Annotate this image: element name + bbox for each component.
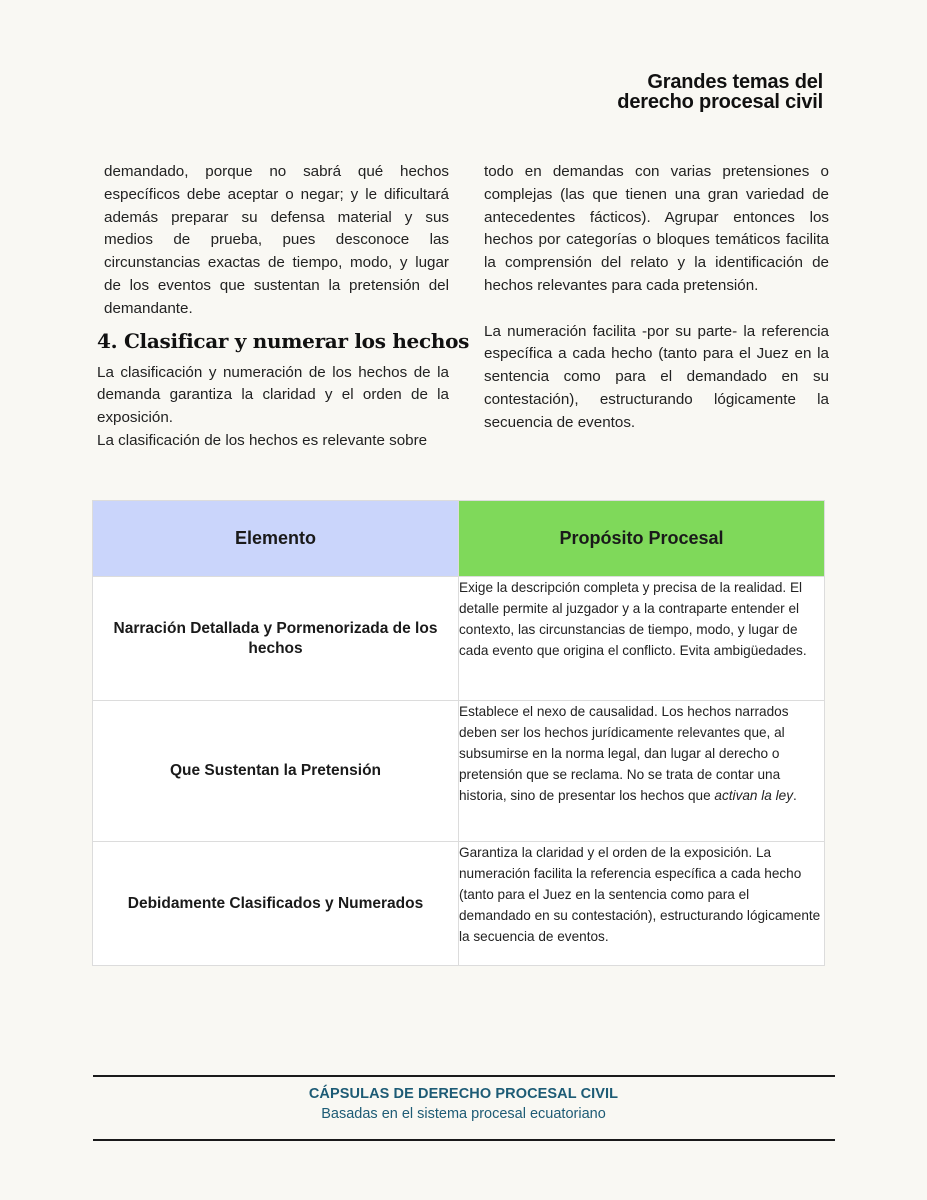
left-body xyxy=(97,362,449,453)
row-proposito xyxy=(459,701,825,842)
row-proposito-text: Establece el nexo de causalidad. Los hechos narrados deben ser los hechos jurídicamente relevantes que, al subsumirse en la norma legal, dan lugar al derecho o pretensión que se reclama. No se trata de contar una historia, sino de presentar los hechos que xyxy=(459,704,789,803)
left-paragraph-2: La clasificación y numeración de los hechos de la demanda garantiza la claridad y el orden de la exposición. xyxy=(97,363,449,427)
header-line-1: Grandes temas del xyxy=(647,71,823,93)
right-paragraph-2: La numeración facilita -por su parte- la referencia específica a cada hecho (tanto para el Juez en la sentencia como para el demandado en su contestación), estructurando lógicamente la secuencia de eventos. xyxy=(484,322,829,431)
left-column xyxy=(97,161,470,453)
left-paragraph-1: demandado, porque no sabrá qué hechos específicos debe aceptar o negar; y le dificultará además preparar su defensa material y sus medios de prueba, pues desconoce las circunstancias exactas de tiempo, modo, y lugar de los eventos que sustentan la pretensión del demandante. xyxy=(104,163,449,317)
right-column xyxy=(484,161,829,435)
table-row xyxy=(93,701,825,842)
table-row xyxy=(93,842,825,966)
row-proposito-italic: activan la ley xyxy=(714,788,794,803)
page-header-title xyxy=(503,72,823,112)
row-proposito: Garantiza la claridad y el orden de la exposición. La numeración facilita la referencia específica a cada hecho (tanto para el Juez en la sentencia como para el demandado en su contestación), estructurando lógicamente la secuencia de eventos. xyxy=(459,842,825,966)
table-header-row xyxy=(93,501,825,577)
right-paragraph-1: todo en demandas con varias pretensiones o complejas (las que tienen una gran variedad de antecedentes fácticos). Agrupar entonces los hechos por categorías o bloques temáticos facilita la comprensión del relato y la identificación de hechos relevantes para cada pretensión. xyxy=(484,163,829,294)
footer-top-divider xyxy=(93,1075,835,1077)
footer-bottom-divider xyxy=(93,1139,835,1141)
row-elemento: Debidamente Clasificados y Numerados xyxy=(93,842,459,966)
row-proposito: Exige la descripción completa y precisa de la realidad. El detalle permite al juzgador y a la contraparte entender el contexto, las circunstancias de tiempo, modo, y lugar de cada evento que origina el conflicto. Evita ambigüedades. xyxy=(459,577,825,701)
table-row xyxy=(93,577,825,701)
elements-table xyxy=(92,500,825,966)
left-paragraph-3: La clasificación de los hechos es relevante sobre xyxy=(97,431,428,449)
footer-title: CÁPSULAS DE DERECHO PROCESAL CIVIL xyxy=(308,1086,619,1102)
row-elemento: Que Sustentan la Pretensión xyxy=(93,701,459,842)
section-heading: 4. Clasificar y numerar los hechos xyxy=(97,328,470,353)
row-proposito-end: . xyxy=(793,788,797,803)
footer-subtitle: Basadas en el sistema procesal ecuatoriano xyxy=(321,1106,606,1122)
header-line-2: derecho procesal civil xyxy=(617,91,823,113)
row-elemento: Narración Detallada y Pormenorizada de los hechos xyxy=(93,577,459,701)
header-proposito: Propósito Procesal xyxy=(459,501,825,577)
header-elemento: Elemento xyxy=(93,501,459,577)
